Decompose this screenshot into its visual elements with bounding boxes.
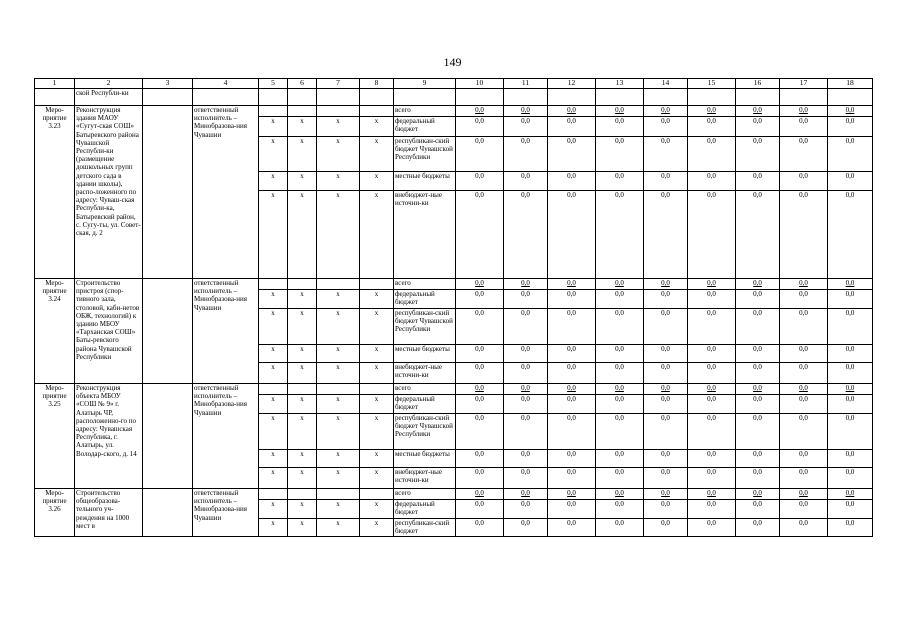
value-cell: 0,0 [456, 279, 504, 290]
value-cell: 0,0 [688, 384, 736, 395]
value-cell: 0,0 [780, 106, 828, 117]
value-cell: 0,0 [596, 489, 644, 500]
value-cell: 0,0 [504, 191, 548, 279]
value-cell: 0,0 [780, 450, 828, 468]
value-cell: 0,0 [780, 117, 828, 137]
value-cell: 0,0 [504, 309, 548, 345]
code-mark: х [259, 500, 288, 519]
value-cell: 0,0 [596, 117, 644, 137]
measure-name: Строительство общеобразова-тельного уч-реждения на 1000 мест в [75, 489, 143, 537]
code-mark [259, 384, 288, 395]
code-mark: х [360, 395, 394, 414]
value-cell: 0,0 [596, 363, 644, 384]
code-mark: х [317, 414, 360, 450]
value-cell: 0,0 [780, 345, 828, 363]
value-cell: 0,0 [688, 137, 736, 172]
code-mark: х [259, 309, 288, 345]
code-mark: х [288, 414, 317, 450]
value-cell: 0,0 [736, 414, 780, 450]
value-cell: 0,0 [688, 117, 736, 137]
code-mark: х [288, 345, 317, 363]
value-cell: 0,0 [504, 290, 548, 309]
code-mark: х [360, 191, 394, 279]
value-cell: 0,0 [548, 414, 596, 450]
value-cell: 0,0 [548, 500, 596, 519]
value-cell: 0,0 [644, 519, 688, 537]
code-mark: х [317, 519, 360, 537]
budget-table [34, 78, 873, 537]
value-cell: 0,0 [736, 450, 780, 468]
column-number: 14 [644, 79, 688, 89]
code-mark: х [360, 137, 394, 172]
value-cell: 0,0 [456, 489, 504, 500]
value-cell: 0,0 [548, 345, 596, 363]
code-mark [288, 279, 317, 290]
value-cell: 0,0 [548, 137, 596, 172]
code-mark [288, 489, 317, 500]
value-cell: 0,0 [548, 395, 596, 414]
column-number: 2 [75, 79, 143, 89]
value-cell: 0,0 [456, 384, 504, 395]
value-cell: 0,0 [688, 395, 736, 414]
value-cell: 0,0 [548, 191, 596, 279]
code-mark: х [259, 290, 288, 309]
value-cell: 0,0 [504, 468, 548, 489]
column-number: 1 [35, 79, 75, 89]
funding-source: внебюджет-ные источни-ки [394, 363, 456, 384]
code-mark: х [288, 500, 317, 519]
table-cell [143, 279, 193, 384]
value-cell: 0,0 [644, 500, 688, 519]
value-cell: 0,0 [504, 106, 548, 117]
value-cell: 0,0 [736, 290, 780, 309]
value-cell: 0,0 [548, 468, 596, 489]
value-cell: 0,0 [456, 117, 504, 137]
value-cell: 0,0 [828, 384, 873, 395]
code-mark: х [360, 414, 394, 450]
value-cell: 0,0 [736, 384, 780, 395]
value-cell: 0,0 [780, 309, 828, 345]
value-cell: 0,0 [456, 106, 504, 117]
value-cell: 0,0 [504, 500, 548, 519]
value-cell: 0,0 [548, 106, 596, 117]
code-mark: х [360, 363, 394, 384]
value-cell: 0,0 [688, 489, 736, 500]
value-cell: 0,0 [736, 172, 780, 191]
executor: ответственный исполнитель – Минобразова-ния Чувашии [193, 384, 259, 489]
value-cell: 0,0 [456, 468, 504, 489]
value-cell: 0,0 [548, 309, 596, 345]
value-cell: 0,0 [828, 279, 873, 290]
value-cell: 0,0 [456, 519, 504, 537]
funding-source: всего [394, 384, 456, 395]
code-mark: х [288, 191, 317, 279]
funding-source: местные бюджеты [394, 172, 456, 191]
value-cell: 0,0 [596, 137, 644, 172]
code-mark: х [317, 500, 360, 519]
value-cell: 0,0 [596, 345, 644, 363]
value-cell: 0,0 [456, 137, 504, 172]
funding-source: внебюджет-ные источни-ки [394, 191, 456, 279]
code-mark: х [360, 345, 394, 363]
value-cell: 0,0 [596, 500, 644, 519]
value-cell: 0,0 [644, 137, 688, 172]
value-cell: 0,0 [644, 414, 688, 450]
funding-source: местные бюджеты [394, 345, 456, 363]
value-cell: 0,0 [456, 500, 504, 519]
funding-source: всего [394, 489, 456, 500]
measure-name: Реконструкция объекта МБОУ «СОШ № 9» г. Алатырь ЧР, расположенно-го по адресу: Чувашская Республика, г. Алатырь, ул. Володар-ского, д. 14 [75, 384, 143, 489]
value-cell: 0,0 [736, 500, 780, 519]
column-number-row [35, 79, 873, 89]
value-cell: 0,0 [688, 500, 736, 519]
value-cell: 0,0 [780, 384, 828, 395]
code-mark: х [259, 519, 288, 537]
value-cell: 0,0 [644, 450, 688, 468]
value-cell: 0,0 [644, 172, 688, 191]
code-mark: х [259, 191, 288, 279]
column-number: 10 [456, 79, 504, 89]
code-mark: х [360, 468, 394, 489]
value-cell: 0,0 [688, 309, 736, 345]
value-cell: 0,0 [456, 345, 504, 363]
column-number: 12 [548, 79, 596, 89]
value-cell: 0,0 [644, 363, 688, 384]
value-cell: 0,0 [504, 450, 548, 468]
value-cell: 0,0 [548, 172, 596, 191]
code-mark: х [317, 345, 360, 363]
value-cell: 0,0 [828, 489, 873, 500]
code-mark [317, 489, 360, 500]
value-cell: 0,0 [828, 519, 873, 537]
code-mark [317, 384, 360, 395]
table-row [35, 489, 873, 500]
value-cell: 0,0 [688, 345, 736, 363]
value-cell: 0,0 [780, 279, 828, 290]
value-cell: 0,0 [504, 172, 548, 191]
value-cell: 0,0 [548, 450, 596, 468]
column-number: 7 [317, 79, 360, 89]
column-number: 5 [259, 79, 288, 89]
column-number: 17 [780, 79, 828, 89]
funding-source: республикан-ский бюджет [394, 519, 456, 537]
continuation-row [35, 89, 873, 106]
value-cell: 0,0 [504, 519, 548, 537]
value-cell: 0,0 [828, 191, 873, 279]
value-cell: 0,0 [596, 450, 644, 468]
value-cell: 0,0 [504, 363, 548, 384]
value-cell: 0,0 [736, 309, 780, 345]
code-mark: х [259, 450, 288, 468]
value-cell: 0,0 [644, 489, 688, 500]
value-cell: 0,0 [688, 290, 736, 309]
value-cell: 0,0 [736, 117, 780, 137]
value-cell: 0,0 [456, 172, 504, 191]
code-mark [360, 106, 394, 117]
code-mark: х [317, 137, 360, 172]
value-cell: 0,0 [736, 363, 780, 384]
column-number: 8 [360, 79, 394, 89]
code-mark [259, 279, 288, 290]
value-cell: 0,0 [736, 345, 780, 363]
value-cell: 0,0 [736, 519, 780, 537]
funding-source: федеральный бюджет [394, 290, 456, 309]
value-cell: 0,0 [828, 172, 873, 191]
value-cell: 0,0 [596, 519, 644, 537]
funding-source: федеральный бюджет [394, 117, 456, 137]
value-cell: 0,0 [780, 468, 828, 489]
value-cell: 0,0 [736, 395, 780, 414]
value-cell: 0,0 [736, 191, 780, 279]
value-cell: 0,0 [504, 384, 548, 395]
measure-name: Строительство пристроя (спор-тивного зала, столовой, каби-нетов ОБЖ, технологий) к зданию МБОУ «Тарханская СОШ» Баты-ревского района Чувашской Республики [75, 279, 143, 384]
code-mark: х [259, 345, 288, 363]
value-cell: 0,0 [780, 191, 828, 279]
value-cell: 0,0 [828, 117, 873, 137]
page-number: 149 [443, 55, 462, 69]
code-mark [259, 106, 288, 117]
funding-source: местные бюджеты [394, 450, 456, 468]
value-cell: 0,0 [596, 309, 644, 345]
value-cell: 0,0 [504, 345, 548, 363]
value-cell: 0,0 [504, 117, 548, 137]
value-cell: 0,0 [780, 290, 828, 309]
value-cell: 0,0 [644, 309, 688, 345]
code-mark: х [317, 450, 360, 468]
value-cell: 0,0 [596, 106, 644, 117]
code-mark: х [317, 468, 360, 489]
column-number: 18 [828, 79, 873, 89]
funding-source: федеральный бюджет [394, 395, 456, 414]
value-cell: 0,0 [688, 279, 736, 290]
table-row [35, 279, 873, 290]
value-cell: 0,0 [456, 309, 504, 345]
value-cell: 0,0 [596, 279, 644, 290]
code-mark: х [317, 172, 360, 191]
value-cell: 0,0 [504, 279, 548, 290]
code-mark: х [317, 290, 360, 309]
value-cell: 0,0 [644, 191, 688, 279]
code-mark: х [259, 414, 288, 450]
funding-source: республикан-ский бюджет Чувашской Республики [394, 414, 456, 450]
value-cell: 0,0 [780, 500, 828, 519]
executor: ответственный исполнитель – Минобразова-ния Чувашии [193, 279, 259, 384]
value-cell: 0,0 [456, 414, 504, 450]
code-mark [288, 106, 317, 117]
value-cell: 0,0 [828, 468, 873, 489]
column-number: 11 [504, 79, 548, 89]
code-mark: х [360, 519, 394, 537]
column-number: 4 [193, 79, 259, 89]
column-number: 3 [143, 79, 193, 89]
code-mark [317, 279, 360, 290]
code-mark: х [360, 450, 394, 468]
funding-source: федеральный бюджет [394, 500, 456, 519]
column-number: 6 [288, 79, 317, 89]
value-cell: 0,0 [456, 191, 504, 279]
code-mark: х [259, 468, 288, 489]
value-cell: 0,0 [828, 414, 873, 450]
value-cell: 0,0 [736, 137, 780, 172]
value-cell: 0,0 [596, 290, 644, 309]
value-cell: 0,0 [736, 106, 780, 117]
funding-source: республикан-ский бюджет Чувашской Республики [394, 137, 456, 172]
funding-source: всего [394, 106, 456, 117]
code-mark: х [360, 500, 394, 519]
value-cell: 0,0 [456, 290, 504, 309]
value-cell: 0,0 [688, 363, 736, 384]
code-mark: х [317, 395, 360, 414]
value-cell: 0,0 [548, 117, 596, 137]
funding-source: республикан-ский бюджет Чувашской Республики [394, 309, 456, 345]
value-cell: 0,0 [596, 414, 644, 450]
value-cell: 0,0 [644, 117, 688, 137]
value-cell: 0,0 [456, 450, 504, 468]
table-cell [143, 489, 193, 537]
code-mark: х [360, 309, 394, 345]
value-cell: 0,0 [644, 468, 688, 489]
code-mark [317, 106, 360, 117]
value-cell: 0,0 [828, 500, 873, 519]
code-mark: х [288, 172, 317, 191]
value-cell: 0,0 [644, 395, 688, 414]
value-cell: 0,0 [828, 395, 873, 414]
code-mark: х [288, 137, 317, 172]
value-cell: 0,0 [596, 172, 644, 191]
value-cell: 0,0 [780, 137, 828, 172]
code-mark [360, 489, 394, 500]
code-mark: х [288, 468, 317, 489]
executor: ответственный исполнитель – Минобразова-ния Чувашии [193, 106, 259, 279]
value-cell: 0,0 [736, 489, 780, 500]
code-mark [360, 279, 394, 290]
table-cell [143, 384, 193, 489]
column-number: 15 [688, 79, 736, 89]
value-cell: 0,0 [780, 363, 828, 384]
code-mark: х [360, 290, 394, 309]
code-mark: х [317, 117, 360, 137]
value-cell: 0,0 [688, 106, 736, 117]
table-cell [143, 106, 193, 279]
value-cell: 0,0 [596, 395, 644, 414]
value-cell: 0,0 [828, 290, 873, 309]
code-mark [360, 384, 394, 395]
code-mark: х [259, 172, 288, 191]
value-cell: 0,0 [828, 363, 873, 384]
value-cell: 0,0 [688, 468, 736, 489]
value-cell: 0,0 [828, 106, 873, 117]
code-mark: х [288, 290, 317, 309]
value-cell: 0,0 [736, 468, 780, 489]
code-mark: х [288, 117, 317, 137]
value-cell: 0,0 [828, 345, 873, 363]
value-cell: 0,0 [548, 279, 596, 290]
value-cell: 0,0 [828, 450, 873, 468]
column-number: 13 [596, 79, 644, 89]
continuation-text: ской Республи-ки [75, 89, 143, 106]
code-mark: х [288, 519, 317, 537]
value-cell: 0,0 [596, 468, 644, 489]
measure-label: Меро-приятие 3.26 [35, 489, 75, 537]
value-cell: 0,0 [644, 279, 688, 290]
code-mark: х [288, 395, 317, 414]
value-cell: 0,0 [644, 290, 688, 309]
value-cell: 0,0 [780, 395, 828, 414]
code-mark: х [360, 117, 394, 137]
value-cell: 0,0 [688, 519, 736, 537]
value-cell: 0,0 [548, 363, 596, 384]
value-cell: 0,0 [504, 489, 548, 500]
value-cell: 0,0 [504, 414, 548, 450]
table-row [35, 106, 873, 117]
table-cell [35, 89, 75, 106]
code-mark: х [288, 450, 317, 468]
value-cell: 0,0 [596, 191, 644, 279]
value-cell: 0,0 [644, 106, 688, 117]
value-cell: 0,0 [828, 137, 873, 172]
code-mark: х [259, 117, 288, 137]
column-number: 16 [736, 79, 780, 89]
code-mark: х [360, 172, 394, 191]
code-mark: х [317, 363, 360, 384]
measure-label: Меро-приятие 3.24 [35, 279, 75, 384]
table-row [35, 384, 873, 395]
value-cell: 0,0 [596, 384, 644, 395]
code-mark [259, 489, 288, 500]
value-cell: 0,0 [688, 414, 736, 450]
value-cell: 0,0 [780, 414, 828, 450]
code-mark: х [288, 309, 317, 345]
value-cell: 0,0 [688, 172, 736, 191]
code-mark: х [317, 309, 360, 345]
value-cell: 0,0 [644, 384, 688, 395]
code-mark [288, 384, 317, 395]
executor: ответственный исполнитель – Минобразова-ния Чувашии [193, 489, 259, 537]
value-cell: 0,0 [456, 395, 504, 414]
value-cell: 0,0 [548, 290, 596, 309]
value-cell: 0,0 [644, 345, 688, 363]
value-cell: 0,0 [828, 309, 873, 345]
funding-source: всего [394, 279, 456, 290]
code-mark: х [288, 363, 317, 384]
value-cell: 0,0 [548, 384, 596, 395]
value-cell: 0,0 [780, 519, 828, 537]
value-cell: 0,0 [780, 172, 828, 191]
value-cell: 0,0 [780, 489, 828, 500]
code-mark: х [259, 137, 288, 172]
funding-source: внебюджет-ные источни-ки [394, 468, 456, 489]
value-cell: 0,0 [688, 191, 736, 279]
value-cell: 0,0 [736, 279, 780, 290]
value-cell: 0,0 [504, 137, 548, 172]
value-cell: 0,0 [456, 363, 504, 384]
value-cell: 0,0 [548, 519, 596, 537]
value-cell: 0,0 [688, 450, 736, 468]
value-cell: 0,0 [504, 395, 548, 414]
measure-name: Реконструкция здания МАОУ «Сугут-ская СОШ» Батыревского района Чувашской Республи-ки (размещение дошкольных групп детского сада в здании школы), распо-ложенного по адресу: Чуваш-ская Республи-ка, Батыревский район, с. Сугу-ты, ул. Совет-ская, д. 2 [75, 106, 143, 279]
measure-label: Меро-приятие 3.25 [35, 384, 75, 489]
code-mark: х [317, 191, 360, 279]
column-number: 9 [394, 79, 456, 89]
measure-label: Меро-приятие 3.23 [35, 106, 75, 279]
code-mark: х [259, 395, 288, 414]
value-cell: 0,0 [548, 489, 596, 500]
code-mark: х [259, 363, 288, 384]
